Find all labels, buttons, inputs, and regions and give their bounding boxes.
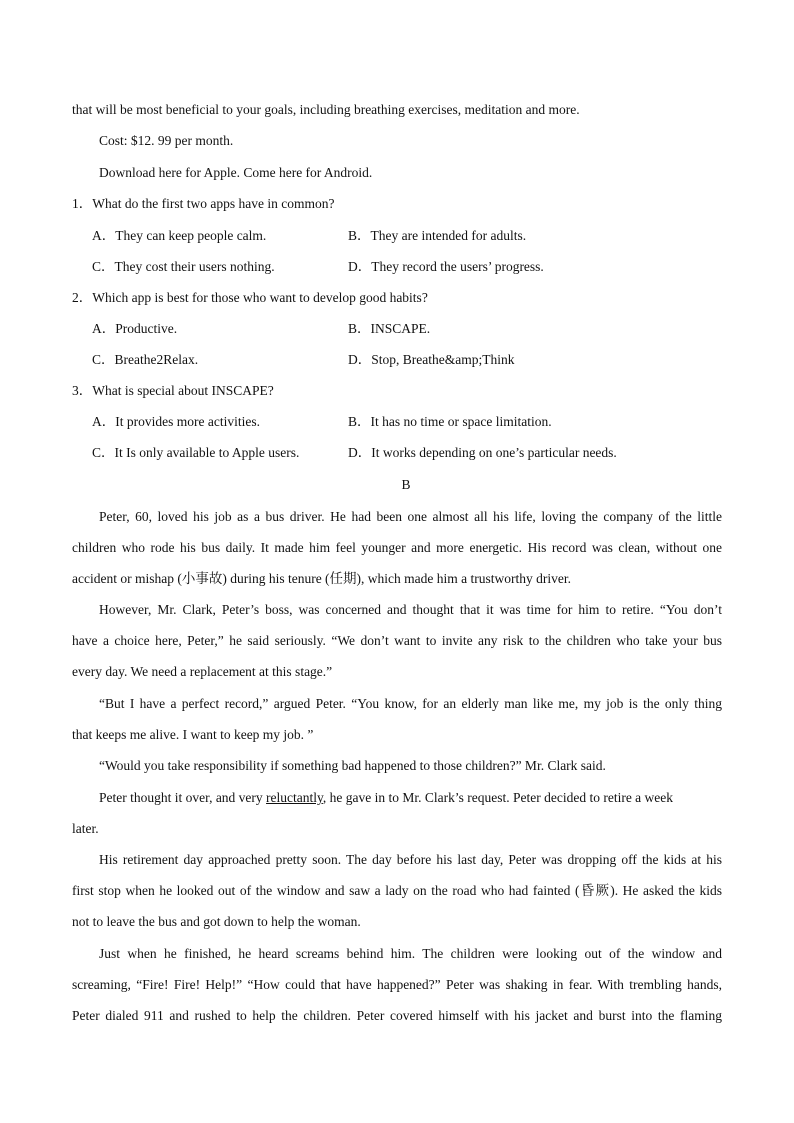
- passage-line: “But I have a perfect record,” argued Peter. “You know, for an elderly man like me, my job is the only thing: [99, 696, 722, 711]
- passage-line: first stop when he looked out of the window and saw a lady on the road who had fainted (昏厥). He asked the kids: [72, 883, 722, 898]
- passage-line: that keeps me alive. I want to keep my job. ”: [72, 727, 314, 742]
- question-1-stem: 1．What do the first two apps have in common?: [72, 196, 335, 211]
- passage-line: later.: [72, 821, 99, 836]
- underlined-word: reluctantly: [266, 790, 323, 805]
- passage-line: Peter, 60, loved his job as a bus driver. He had been one almost all his life, loving the company of the little: [99, 509, 722, 524]
- question-2-option-c: C．Breathe2Relax.: [92, 352, 199, 367]
- question-3-option-c: C．It Is only available to Apple users.: [92, 445, 300, 460]
- question-1-option-c: C．They cost their users nothing.: [92, 259, 275, 274]
- passage-line: Just when he finished, he heard screams behind him. The children were looking out of the window and: [99, 946, 722, 961]
- section-heading: B: [401, 477, 411, 492]
- passage-line: accident or mishap (小事故) during his tenure (任期), which made him a trustworthy driver.: [72, 571, 572, 586]
- passage-line: However, Mr. Clark, Peter’s boss, was concerned and thought that it was time for him to retire. “You don’t: [99, 602, 722, 617]
- passage-line: screaming, “Fire! Fire! Help!” “How could that have happened?” Peter was shaking in fear. With trembling hands,: [72, 977, 722, 992]
- question-1-option-d: D．They record the users’ progress.: [348, 259, 544, 274]
- passage-line: that will be most beneficial to your goals, including breathing exercises, meditation and more.: [72, 102, 580, 117]
- passage-line-reluctantly: [99, 790, 722, 806]
- question-3-option-d: D．It works depending on one’s particular needs.: [348, 445, 617, 460]
- passage-line: “Would you take responsibility if something bad happened to those children?” Mr. Clark said.: [99, 758, 606, 773]
- passage-text: , he gave in to Mr. Clark’s request. Peter decided to retire a week: [322, 790, 674, 805]
- download-line: Download here for Apple. Come here for Android.: [99, 165, 373, 180]
- passage-line: not to leave the bus and got down to help the woman.: [72, 914, 361, 929]
- question-1-option-a: A．They can keep people calm.: [92, 228, 267, 243]
- passage-line: children who rode his bus daily. It made him feel younger and more energetic. His record was clean, without one: [72, 540, 722, 555]
- cost-line: Cost: $12. 99 per month.: [99, 133, 234, 148]
- question-3-option-b: B．It has no time or space limitation.: [348, 414, 552, 429]
- question-2-option-a: A．Productive.: [92, 321, 178, 336]
- passage-line: have a choice here, Peter,” he said seriously. “We don’t want to invite any risk to the children who take your bus: [72, 633, 722, 648]
- passage-line: every day. We need a replacement at this stage.”: [72, 664, 333, 679]
- question-2-option-b: B．INSCAPE.: [348, 321, 431, 336]
- question-2-stem: 2．Which app is best for those who want to develop good habits?: [72, 290, 428, 305]
- question-3-option-a: A．It provides more activities.: [92, 414, 260, 429]
- question-3-stem: 3．What is special about INSCAPE?: [72, 383, 274, 398]
- question-1-option-b: B．They are intended for adults.: [348, 228, 527, 243]
- passage-text: Peter thought it over, and very: [99, 790, 267, 805]
- passage-line: Peter dialed 911 and rushed to help the children. Peter covered himself with his jacket and burst into the flaming: [72, 1008, 722, 1023]
- passage-line: His retirement day approached pretty soon. The day before his last day, Peter was dropping off the kids at his: [99, 852, 722, 867]
- question-2-option-d: D．Stop, Breathe&amp;Think: [348, 352, 515, 367]
